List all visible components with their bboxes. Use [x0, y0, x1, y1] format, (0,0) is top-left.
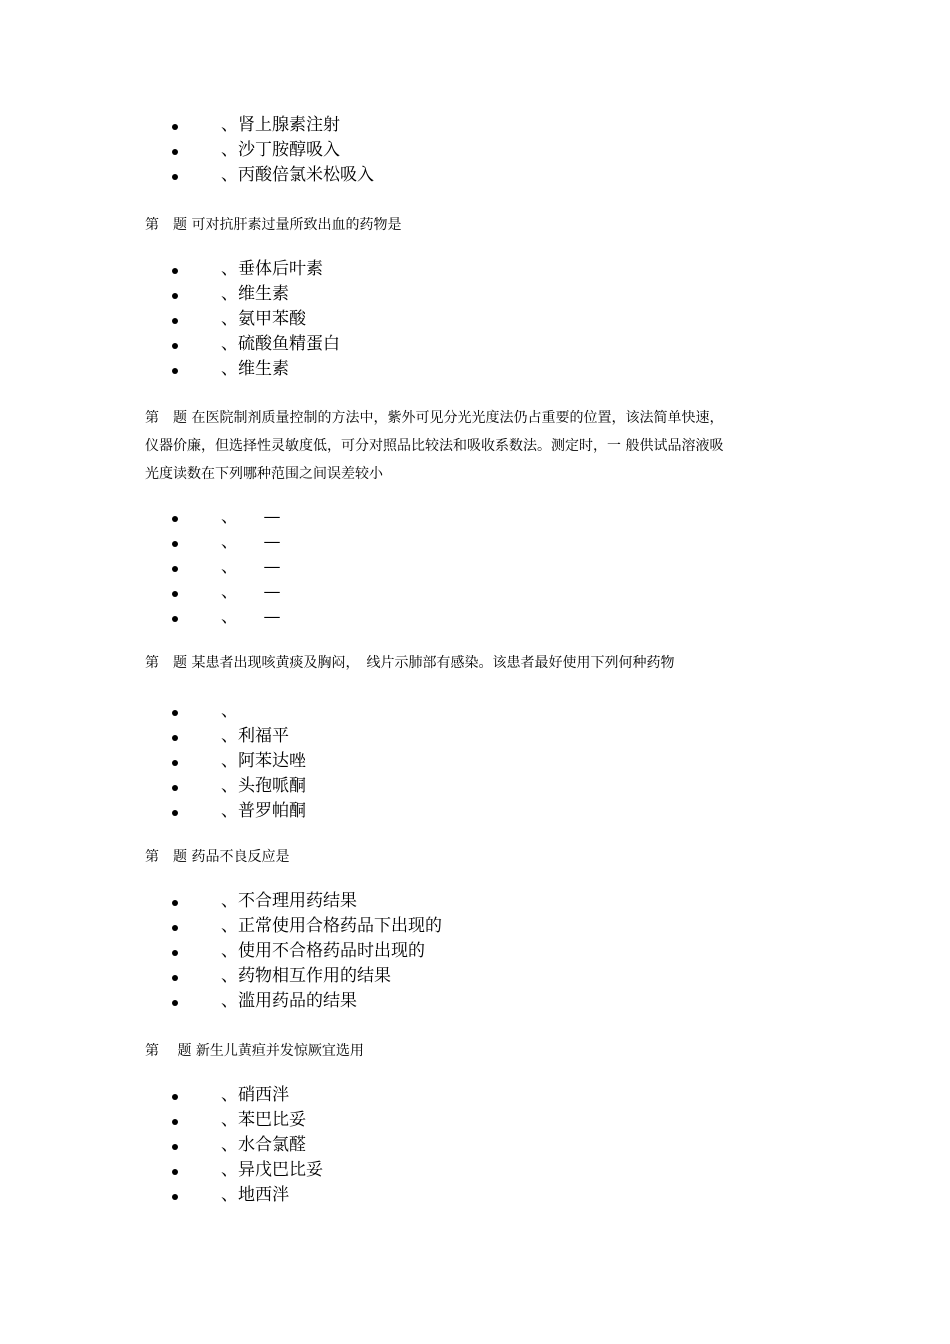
option-text: 、 — — [221, 582, 281, 602]
bullet-icon — [172, 268, 178, 274]
question-text — [145, 211, 815, 239]
option-text: 、水合氯醛 — [221, 1135, 306, 1155]
bullet-icon — [172, 1169, 178, 1175]
option-text: 、硝西泮 — [221, 1085, 289, 1105]
option-text: 、维生素 — [221, 359, 289, 379]
option-text: 、异戊巴比妥 — [221, 1160, 323, 1180]
bullet-icon — [172, 1094, 178, 1100]
bullet-icon — [172, 1119, 178, 1125]
bullet-icon — [172, 149, 178, 155]
bullet-icon — [172, 1000, 178, 1006]
question-line: 仪器价廉，但选择性灵敏度低，可分对照品比较法和吸收系数法。测定时，一 般供试品溶液吸 — [145, 438, 724, 454]
option-text: 、苯巴比妥 — [221, 1110, 306, 1130]
option-text: 、硫酸鱼精蛋白 — [221, 334, 340, 354]
option-text: 、沙丁胺醇吸入 — [221, 140, 340, 160]
question-line: 第 题 某患者出现咳黄痰及胸闷， 线片示肺部有感染。该患者最好使用下列何种药物 — [145, 655, 675, 671]
bullet-icon — [172, 760, 178, 766]
bullet-icon — [172, 900, 178, 906]
option-text: 、正常使用合格药品下出现的 — [221, 916, 442, 936]
question-line: 第 题 在医院制剂质量控制的方法中，紫外可见分光光度法仍占重要的位置，该法简单快速， — [145, 410, 724, 426]
bullet-icon — [172, 591, 178, 597]
bullet-icon — [172, 616, 178, 622]
option-text: 、 — [221, 701, 238, 721]
option-text: 、 — — [221, 532, 281, 552]
bullet-icon — [172, 1144, 178, 1150]
option-text: 、不合理用药结果 — [221, 891, 357, 911]
option-text: 、丙酸倍氯米松吸入 — [221, 165, 374, 185]
question-line: 第 题 可对抗肝素过量所致出血的药物是 — [145, 217, 402, 233]
bullet-icon — [172, 318, 178, 324]
option-text: 、地西泮 — [221, 1185, 289, 1205]
question-text — [145, 843, 815, 871]
bullet-icon — [172, 541, 178, 547]
option-text: 、垂体后叶素 — [221, 259, 323, 279]
bullet-icon — [172, 124, 178, 130]
bullet-icon — [172, 368, 178, 374]
bullet-icon — [172, 925, 178, 931]
question-text — [145, 1037, 815, 1065]
option-text: 、氨甲苯酸 — [221, 309, 306, 329]
bullet-icon — [172, 810, 178, 816]
bullet-icon — [172, 710, 178, 716]
option-text: 、滥用药品的结果 — [221, 991, 357, 1011]
bullet-icon — [172, 293, 178, 299]
question-line: 第 题 药品不良反应是 — [145, 849, 290, 865]
option-text: 、普罗帕酮 — [221, 801, 306, 821]
question-line: 光度读数在下列哪种范围之间误差较小 — [145, 466, 383, 482]
question-line: 第 题 新生儿黄疸并发惊厥宜选用 — [145, 1043, 364, 1059]
option-text: 、使用不合格药品时出现的 — [221, 941, 425, 961]
option-text: 、 — — [221, 607, 281, 627]
option-text: 、维生素 — [221, 284, 289, 304]
option-text: 、头孢哌酮 — [221, 776, 306, 796]
bullet-icon — [172, 343, 178, 349]
question-text — [145, 649, 815, 677]
option-text: 、利福平 — [221, 726, 289, 746]
bullet-icon — [172, 735, 178, 741]
bullet-icon — [172, 566, 178, 572]
option-text: 、 — — [221, 557, 281, 577]
option-text: 、药物相互作用的结果 — [221, 966, 391, 986]
bullet-icon — [172, 785, 178, 791]
option-text: 、 — — [221, 507, 281, 527]
bullet-icon — [172, 975, 178, 981]
option-text: 、阿苯达唑 — [221, 751, 306, 771]
question-text — [145, 404, 815, 488]
bullet-icon — [172, 174, 178, 180]
bullet-icon — [172, 950, 178, 956]
bullet-icon — [172, 1194, 178, 1200]
bullet-icon — [172, 516, 178, 522]
option-text: 、肾上腺素注射 — [221, 115, 340, 135]
